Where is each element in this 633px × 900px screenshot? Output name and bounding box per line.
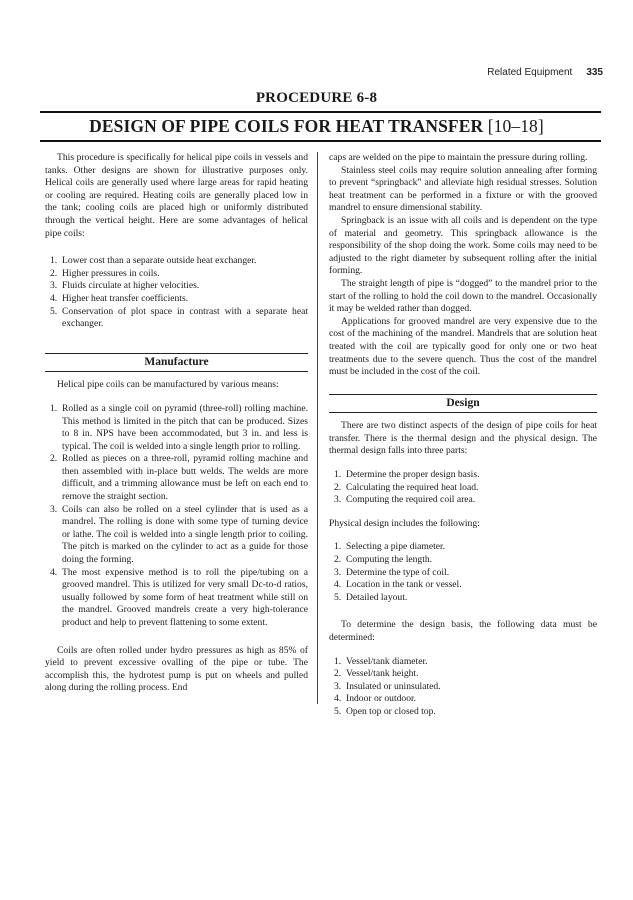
left-column xyxy=(45,152,308,695)
running-header xyxy=(487,67,603,78)
list-item: 5. Open top or closed top. xyxy=(334,705,436,717)
continuation-paragraph: caps are welded on the pipe to maintain the pressure during rolling. xyxy=(329,152,588,163)
list-item: 3. Determine the type of coil. xyxy=(334,566,450,578)
springback-paragraph: Springback is an issue with all coils and is dependent on the type of material and geometry. This springback allowance is the responsibility of the shop doing the work. Some coils may need to be adjusted to the right diameter by subsequent rolling after the initial forming. xyxy=(329,214,597,277)
manufacture-heading: Manufacture xyxy=(45,353,308,373)
list-item: 1. Selecting a pipe diameter. xyxy=(334,541,446,553)
manufacture-intro: Helical pipe coils can be manufactured by various means: xyxy=(57,379,279,391)
list-item: 2. Calculating the required heat load. xyxy=(334,481,479,493)
thermal-design-list xyxy=(329,469,597,507)
manufacture-methods-list xyxy=(45,403,308,630)
design-heading: Design xyxy=(329,394,597,414)
design-intro: There are two distinct aspects of the design of pipe coils for heat transfer. There is the thermal design and the physical design. The thermal design falls into three parts: xyxy=(329,420,597,457)
list-item: 1. Vessel/tank diameter. xyxy=(334,655,428,667)
list-item: 5. Detailed layout. xyxy=(334,591,408,603)
list-item: 1. Lower cost than a separate outside heat exchanger. xyxy=(50,255,257,267)
list-item: 2. Rolled as pieces on a three-roll, pyramid rolling machine and then assembled with in-place butt welds. The welds are more difficult, and a trimming allowance must be left on each end to remove the straight section. xyxy=(50,453,308,503)
list-item: 3. Computing the required coil area. xyxy=(334,494,476,506)
grooved-mandrel-paragraph: Applications for grooved mandrel are very expensive due to the cost of the machining of the mandrel. Mandrels that are solution heat treated with the coil are typically good for only one or two heat treatments due to the severe quench. Thus the cost of the mandrel must be included in the cost of the coil. xyxy=(329,315,597,378)
list-item: 4. The most expensive method is to roll the pipe/tubing on a grooved mandrel. This is utilized for very small Dc-to-d ratios, usually followed by some form of heat treatment while still on the mandrel. Grooved mandrels create a very high-tolerance product and help to prevent flattening to some extent. xyxy=(50,566,308,628)
page-title xyxy=(0,116,633,137)
list-item: 4. Location in the tank or vessel. xyxy=(334,579,462,591)
right-column xyxy=(329,152,597,719)
list-item: 2. Higher pressures in coils. xyxy=(50,267,160,279)
list-item: 1. Rolled as a single coil on pyramid (three-roll) rolling machine. This method is limited in the pitch that can be produced. Sizes to 8 in. NPS have been accommodated, but 3 in. and less is typical. The coil is welded into a single length prior to rolling. xyxy=(50,402,308,452)
advantages-list xyxy=(45,255,308,331)
column-separator xyxy=(317,152,318,704)
title-top-rule xyxy=(40,111,601,113)
list-item: 4. Indoor or outdoor. xyxy=(334,693,417,705)
list-item: 2. Computing the length. xyxy=(334,554,433,566)
physical-design-intro: Physical design includes the following: xyxy=(329,517,480,529)
list-item: 2. Vessel/tank height. xyxy=(334,668,419,680)
list-item: 3. Coils can also be rolled on a steel cylinder that is used as a mandrel. The rolling is done with some type of turning device or lathe. The coil is welded into a single length prior to coiling. The pitch is marked on the cylinder to act as a guide for those doing the forming. xyxy=(50,503,308,566)
title-main: DESIGN OF PIPE COILS FOR HEAT TRANSFER xyxy=(89,116,484,136)
procedure-label: PROCEDURE 6-8 xyxy=(255,90,378,106)
physical-design-list xyxy=(329,541,597,604)
list-item: 3. Insulated or uninsulated. xyxy=(334,680,441,692)
design-basis-list xyxy=(329,656,597,719)
title-reference: [10–18] xyxy=(487,116,544,136)
design-basis-intro: To determine the design basis, the following data must be determined: xyxy=(329,619,597,643)
list-item: 4. Higher heat transfer coefficients. xyxy=(50,292,189,304)
dogged-paragraph: The straight length of pipe is “dogged” to the mandrel prior to the start of the rolling to hold the coil down to the mandrel. Occasionally it may be welded rather than dogged. xyxy=(329,277,597,315)
annealing-paragraph: Stainless steel coils may require solution annealing after forming to prevent “springback” and alleviate high residual stresses. Solution heat treatment can be performed in a fixture or with the grooved mandrel to ensure dimensional stability. xyxy=(329,164,597,214)
list-item: 1. Determine the proper design basis. xyxy=(334,469,480,481)
list-item: 3. Fluids circulate at higher velocities. xyxy=(50,280,200,292)
closing-paragraph: Coils are often rolled under hydro pressures as high as 85% of yield to prevent excessive ovalling of the pipe or tube. The accomplish this, the hydrotest pump is put on wheels and pulled along during the rolling process. End xyxy=(45,644,308,694)
intro-paragraph: This procedure is specifically for helical pipe coils in vessels and tanks. Other designs are shown for illustrative purposes only. Helical coils are generally used where large areas for rapid heating or cooling are required. Heating coils are generally placed low in the tank; cooling coils are placed high or uniformly distributed through the vertical height. Here are some advantages of helical pipe coils: xyxy=(45,152,308,239)
running-header-text: Related Equipment xyxy=(487,67,573,78)
page-number: 335 xyxy=(586,67,603,78)
list-item: 5. Conservation of plot space in contrast with a separate heat exchanger. xyxy=(50,305,308,330)
title-bottom-rule xyxy=(40,140,601,142)
